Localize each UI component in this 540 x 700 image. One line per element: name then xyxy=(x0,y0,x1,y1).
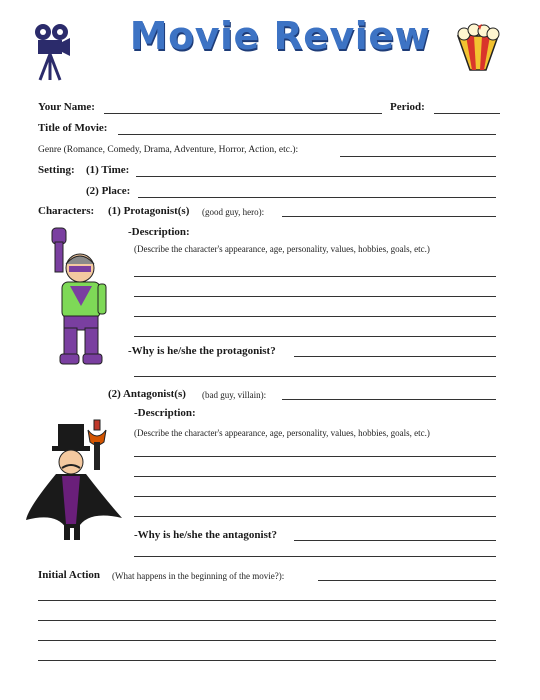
page-title: Movie Review xyxy=(129,14,431,58)
your-name-blank[interactable] xyxy=(104,113,382,114)
your-name-label: Your Name: xyxy=(38,101,95,113)
protagonist-desc-line-3[interactable] xyxy=(134,316,496,317)
protagonist-description-label: -Description: xyxy=(128,226,190,238)
protagonist-description-hint: (Describe the character's appearance, age, personality, values, hobbies, goals, etc.) xyxy=(134,244,430,254)
title-of-movie-blank[interactable] xyxy=(118,134,496,135)
place-label: (2) Place: xyxy=(86,185,131,197)
protagonist-desc-line-1[interactable] xyxy=(134,276,496,277)
time-blank[interactable] xyxy=(136,176,496,177)
initial-action-line-5[interactable] xyxy=(38,660,496,661)
antagonist-desc-line-2[interactable] xyxy=(134,476,496,477)
characters-label: Characters: xyxy=(38,205,95,217)
antagonist-hint: (bad guy, villain): xyxy=(202,390,267,400)
initial-action-line-4[interactable] xyxy=(38,640,496,641)
why-protagonist-line-2[interactable] xyxy=(134,376,496,377)
villain-illustration xyxy=(26,412,124,542)
popcorn-icon xyxy=(452,22,504,74)
antagonist-blank[interactable] xyxy=(282,399,496,400)
time-label: (1) Time: xyxy=(86,164,130,176)
antagonist-label: (2) Antagonist(s) xyxy=(108,388,186,400)
why-antagonist-line-2[interactable] xyxy=(134,556,496,557)
place-blank[interactable] xyxy=(138,197,496,198)
genre-label: Genre (Romance, Comedy, Drama, Adventure, Horror, Action, etc.): xyxy=(38,145,299,155)
why-protagonist-blank[interactable] xyxy=(294,356,496,357)
antagonist-description-label: -Description: xyxy=(134,407,196,419)
superhero-illustration xyxy=(42,224,108,366)
antagonist-desc-line-3[interactable] xyxy=(134,496,496,497)
period-label: Period: xyxy=(390,101,425,113)
movie-camera-icon xyxy=(32,22,72,82)
initial-action-blank[interactable] xyxy=(318,580,496,581)
initial-action-label: Initial Action xyxy=(38,569,101,581)
protagonist-desc-line-2[interactable] xyxy=(134,296,496,297)
title-of-movie-label: Title of Movie: xyxy=(38,122,108,134)
initial-action-hint: (What happens in the beginning of the movie?): xyxy=(112,571,285,581)
genre-blank[interactable] xyxy=(340,156,496,157)
initial-action-line-3[interactable] xyxy=(38,620,496,621)
setting-label: Setting: xyxy=(38,164,75,176)
protagonist-label: (1) Protagonist(s) xyxy=(108,205,190,217)
antagonist-desc-line-4[interactable] xyxy=(134,516,496,517)
antagonist-description-hint: (Describe the character's appearance, age, personality, values, hobbies, goals, etc.) xyxy=(134,428,430,438)
initial-action-line-2[interactable] xyxy=(38,600,496,601)
why-protagonist-label: -Why is he/she the protagonist? xyxy=(128,345,276,357)
why-antagonist-label: -Why is he/she the antagonist? xyxy=(134,529,278,541)
protagonist-hint: (good guy, hero): xyxy=(202,207,265,217)
protagonist-blank[interactable] xyxy=(282,216,496,217)
period-blank[interactable] xyxy=(434,113,500,114)
why-antagonist-blank[interactable] xyxy=(294,540,496,541)
protagonist-desc-line-4[interactable] xyxy=(134,336,496,337)
antagonist-desc-line-1[interactable] xyxy=(134,456,496,457)
